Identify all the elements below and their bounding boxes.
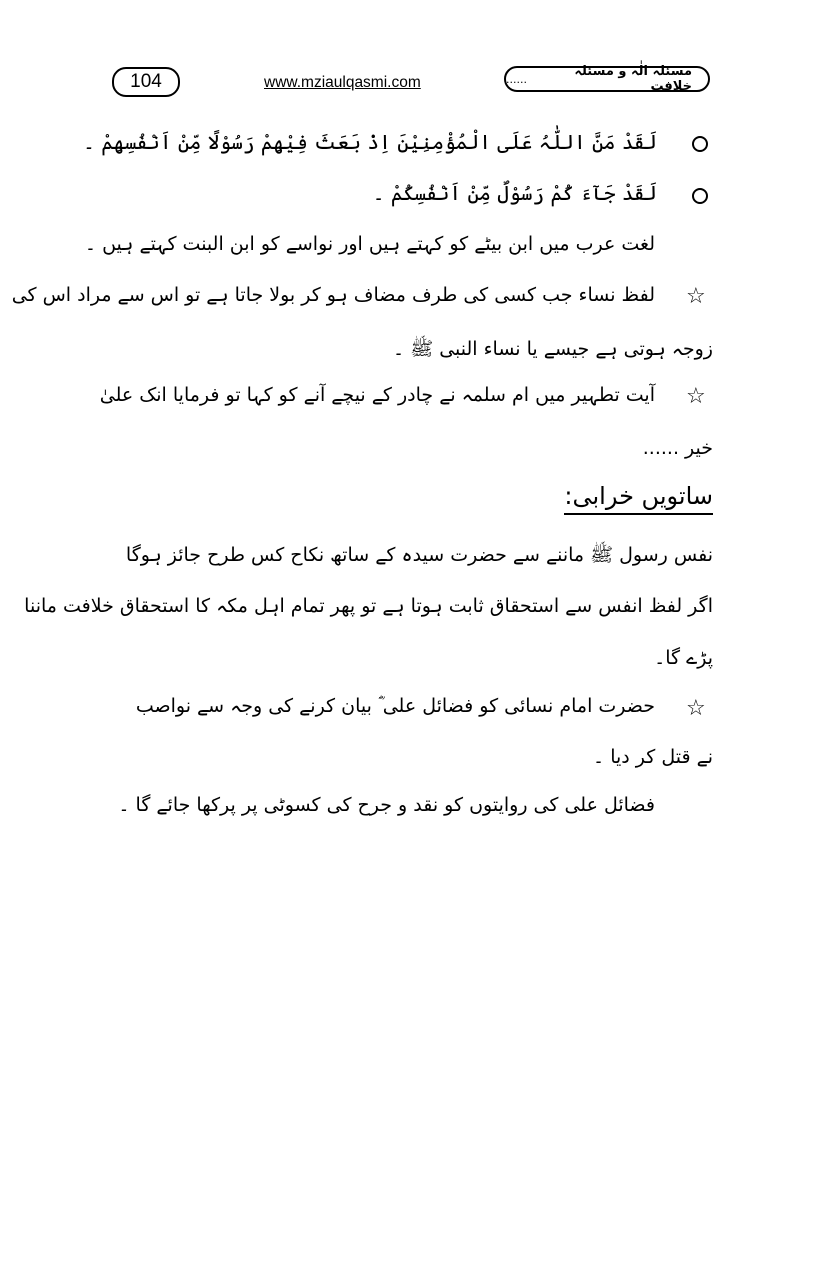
body-line: پڑے گا۔ <box>654 647 713 669</box>
body-line: فضائل علی کی روایتوں کو نقد و جرح کی کسوٹی پر پرکھا جائے گا ۔ <box>118 794 655 816</box>
section-heading: ساتویں خرابی: <box>564 482 713 515</box>
page-number <box>112 67 180 97</box>
chapter-ellipsis: ...... <box>506 72 527 86</box>
star-outline-icon: ☆ <box>686 696 706 721</box>
website-link[interactable]: www.mziaulqasmi.com <box>264 74 421 91</box>
body-line: نفس رسول ﷺ ماننے سے حضرت سیدہ کے ساتھ نکاح کس طرح جائز ہوگا <box>125 544 713 566</box>
circle-bullet-icon <box>692 188 708 204</box>
circle-bullet-icon <box>692 136 708 152</box>
body-line: لفظ نساء جب کسی کی طرف مضاف ہو کر بولا جاتا ہے تو اس سے مراد اس کی <box>11 284 655 306</box>
chapter-title: مسئلہ الٰہ و مسئلہ خلافت <box>574 64 692 94</box>
body-line: لغت عرب میں ابن بیٹے کو کہتے ہیں اور نواسے کو ابن البنت کہتے ہیں ۔ <box>84 233 655 255</box>
verse-line: لَقَدْ جَآءَ کُمْ رَسُوْلٌ مِّنْ اَنْفُسِکُمْ ۔ <box>372 181 657 205</box>
body-line: نے قتل کر دیا ۔ <box>593 746 713 768</box>
chapter-title-box <box>504 66 710 92</box>
body-line: آیت تطہیر میں ام سلمہ نے چادر کے نیچے آنے کو کہا تو فرمایا انک علیٰ <box>99 384 655 406</box>
body-line: خیر ...... <box>642 437 713 459</box>
verse-line: لَقَدْ مَنَّ اللّٰہُ عَلَی الْمُؤْمِنِیْنَ اِذْ بَعَثَ فِیْھِمْ رَسُوْلًا مِّنْ اَنْفُسِھِمْ ۔ <box>83 130 657 154</box>
body-line: زوجہ ہوتی ہے جیسے یا نساء النبی ﷺ ۔ <box>393 338 713 360</box>
body-line: اگر لفظ انفس سے استحقاق ثابت ہوتا ہے تو پھر تمام اہل مکہ کا استحقاق خلافت ماننا <box>24 595 713 617</box>
body-line: حضرت امام نسائی کو فضائل علی ؓ بیان کرنے کی وجہ سے نواصب <box>135 695 655 717</box>
star-outline-icon: ☆ <box>686 384 706 409</box>
star-outline-icon: ☆ <box>686 284 706 309</box>
page-number-text: 104 <box>130 71 162 92</box>
